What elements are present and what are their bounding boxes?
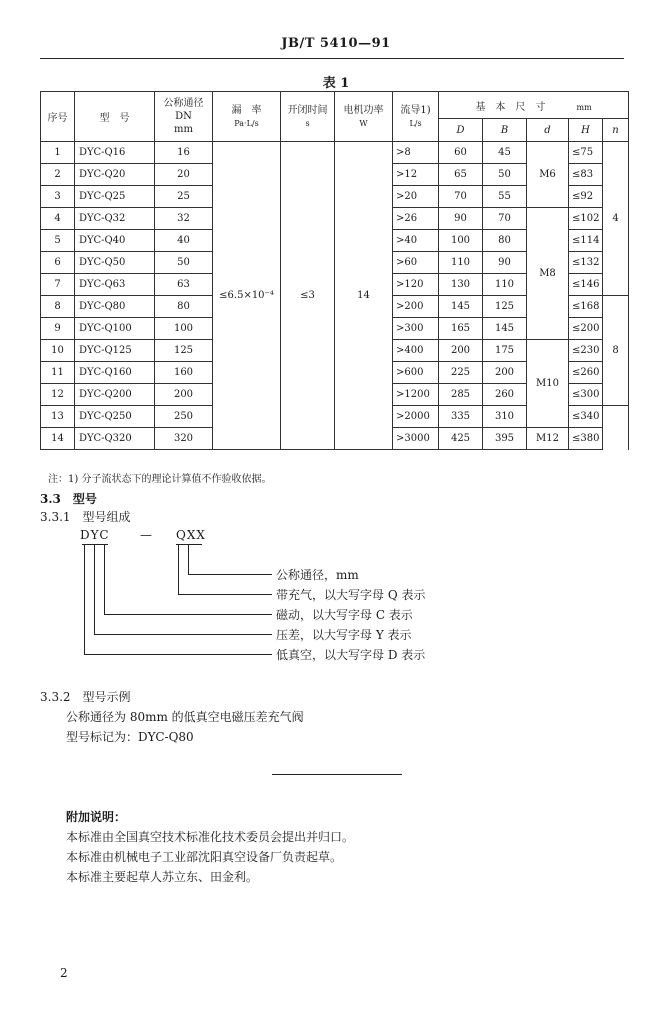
cell-dn: 40 — [155, 230, 213, 252]
section-heading-3-3: 3.3 型号 — [40, 492, 97, 506]
cell-model: DYC-Q40 — [75, 230, 155, 252]
cell-D: 100 — [439, 230, 483, 252]
cell-d: M8 — [527, 208, 569, 340]
cell-dn: 63 — [155, 274, 213, 296]
cell-H: ≤114 — [569, 230, 603, 252]
cell-H: ≤340 — [569, 406, 603, 428]
header-rule — [40, 58, 624, 59]
header-switch-time-label: 开闭时间 — [287, 104, 328, 116]
cell-seq: 4 — [41, 208, 75, 230]
cell-flow: >120 — [393, 274, 439, 296]
cell-B: 45 — [483, 142, 527, 164]
cell-model: DYC-Q20 — [75, 164, 155, 186]
header-basic-dims-unit: mm — [576, 102, 592, 112]
header-model: 型 号 — [75, 92, 155, 142]
cell-D: 130 — [439, 274, 483, 296]
cell-B: 310 — [483, 406, 527, 428]
cell-d: M6 — [527, 142, 569, 208]
header-leak-rate-label: 漏 率 — [231, 104, 262, 116]
label-low-vacuum: 低真空，以大写字母 D 表示 — [276, 648, 426, 662]
cell-H: ≤132 — [569, 252, 603, 274]
cell-flow: >60 — [393, 252, 439, 274]
example-line-2: 型号标记为：DYC-Q80 — [66, 730, 194, 744]
cell-B: 395 — [483, 428, 527, 450]
cell-H: ≤83 — [569, 164, 603, 186]
header-switch-time-unit: s — [305, 118, 310, 128]
cell-D: 225 — [439, 362, 483, 384]
cell-seq: 8 — [41, 296, 75, 318]
cell-dn: 250 — [155, 406, 213, 428]
cell-dn: 16 — [155, 142, 213, 164]
subsection-3-3-1: 3.3.1 型号组成 — [40, 510, 131, 524]
table-caption: 表 1 — [322, 76, 350, 91]
header-nominal-bore-symbol: DN — [175, 111, 192, 122]
cell-D: 425 — [439, 428, 483, 450]
cell-d: M12 — [527, 428, 569, 450]
cell-model: DYC-Q125 — [75, 340, 155, 362]
cell-H: ≤146 — [569, 274, 603, 296]
cell-B: 80 — [483, 230, 527, 252]
cell-leak-rate: ≤6.5×10⁻⁴ — [213, 142, 281, 450]
header-flow-label: 流导1) — [400, 104, 431, 116]
cell-d: M10 — [527, 340, 569, 428]
cell-model: DYC-Q16 — [75, 142, 155, 164]
label-gas-fill: 带充气，以大写字母 Q 表示 — [276, 588, 426, 602]
header-B: B — [483, 119, 527, 142]
header-leak-rate-unit: Pa·L/s — [234, 118, 259, 128]
cell-dn: 100 — [155, 318, 213, 340]
header-nominal-bore — [155, 92, 213, 142]
cell-seq: 2 — [41, 164, 75, 186]
cell-model: DYC-Q50 — [75, 252, 155, 274]
additional-line-3: 本标准主要起草人苏立东、田金利。 — [66, 870, 259, 884]
cell-model: DYC-Q80 — [75, 296, 155, 318]
cell-B: 145 — [483, 318, 527, 340]
code-dash: — — [140, 528, 152, 542]
cell-D: 165 — [439, 318, 483, 340]
header-motor-power — [335, 92, 393, 142]
table-row — [41, 142, 629, 164]
header-switch-time — [281, 92, 335, 142]
header-motor-power-label: 电机功率 — [343, 104, 384, 116]
cell-dn: 160 — [155, 362, 213, 384]
cell-dn: 80 — [155, 296, 213, 318]
bracket-h-vacuum — [84, 654, 272, 655]
cell-seq: 7 — [41, 274, 75, 296]
cell-B: 55 — [483, 186, 527, 208]
cell-flow: >8 — [393, 142, 439, 164]
cell-seq: 1 — [41, 142, 75, 164]
cell-H: ≤200 — [569, 318, 603, 340]
additional-line-2: 本标准由机械电子工业部沈阳真空设备厂负责起草。 — [66, 850, 343, 864]
cell-model: DYC-Q25 — [75, 186, 155, 208]
cell-seq: 10 — [41, 340, 75, 362]
cell-D: 145 — [439, 296, 483, 318]
cell-H: ≤300 — [569, 384, 603, 406]
cell-flow: >200 — [393, 296, 439, 318]
cell-flow: >26 — [393, 208, 439, 230]
closing-rule — [272, 774, 402, 775]
bracket-h-pressure — [94, 634, 272, 635]
cell-dn: 32 — [155, 208, 213, 230]
cell-seq: 9 — [41, 318, 75, 340]
header-flow-unit: L/s — [409, 118, 422, 128]
cell-D: 335 — [439, 406, 483, 428]
cell-motor-power: 14 — [335, 142, 393, 450]
cell-seq: 12 — [41, 384, 75, 406]
cell-model: DYC-Q320 — [75, 428, 155, 450]
label-magnetic: 磁动，以大写字母 C 表示 — [276, 608, 413, 622]
page-number: 2 — [60, 966, 68, 980]
bracket-h-magnet — [104, 614, 272, 615]
bracket-underline-qxx — [176, 544, 202, 545]
cell-H: ≤260 — [569, 362, 603, 384]
example-line-1: 公称通径为 80mm 的低真空电磁压差充气阀 — [66, 710, 304, 724]
header-basic-dims — [439, 92, 629, 119]
cell-B: 110 — [483, 274, 527, 296]
header-motor-power-unit: W — [359, 118, 368, 128]
cell-model: DYC-Q63 — [75, 274, 155, 296]
cell-B: 70 — [483, 208, 527, 230]
label-nominal-bore: 公称通径，mm — [276, 568, 359, 582]
cell-seq: 14 — [41, 428, 75, 450]
cell-seq: 11 — [41, 362, 75, 384]
bracket-v-magnet — [104, 545, 105, 614]
cell-seq: 6 — [41, 252, 75, 274]
header-H: H — [569, 119, 603, 142]
header-nominal-bore-label: 公称通径 — [163, 98, 204, 109]
cell-dn: 20 — [155, 164, 213, 186]
bracket-v-pressure — [94, 545, 95, 634]
cell-model: DYC-Q160 — [75, 362, 155, 384]
cell-B: 175 — [483, 340, 527, 362]
spec-table — [40, 91, 629, 450]
code-right: QXX — [176, 528, 206, 542]
cell-model: DYC-Q32 — [75, 208, 155, 230]
cell-flow: >400 — [393, 340, 439, 362]
header-flow — [393, 92, 439, 142]
cell-H: ≤75 — [569, 142, 603, 164]
cell-D: 65 — [439, 164, 483, 186]
cell-dn: 125 — [155, 340, 213, 362]
cell-switch-time: ≤3 — [281, 142, 335, 450]
cell-model: DYC-Q250 — [75, 406, 155, 428]
bracket-v-bore — [188, 545, 189, 574]
cell-B: 200 — [483, 362, 527, 384]
cell-H: ≤92 — [569, 186, 603, 208]
additional-title: 附加说明： — [66, 810, 127, 824]
code-left: DYC — [80, 528, 110, 542]
cell-flow: >3000 — [393, 428, 439, 450]
header-seq: 序号 — [41, 92, 75, 142]
cell-model: DYC-Q200 — [75, 384, 155, 406]
cell-B: 260 — [483, 384, 527, 406]
bracket-h-fill — [178, 594, 272, 595]
cell-model: DYC-Q100 — [75, 318, 155, 340]
additional-line-1: 本标准由全国真空技术标准化技术委员会提出并归口。 — [66, 830, 355, 844]
cell-D: 110 — [439, 252, 483, 274]
cell-B: 90 — [483, 252, 527, 274]
header-leak-rate — [213, 92, 281, 142]
cell-D: 200 — [439, 340, 483, 362]
header-n: n — [603, 119, 629, 142]
cell-seq: 3 — [41, 186, 75, 208]
cell-flow: >300 — [393, 318, 439, 340]
cell-H: ≤380 — [569, 428, 603, 450]
subsection-3-3-2: 3.3.2 型号示例 — [40, 690, 131, 704]
bracket-h-bore — [188, 574, 272, 575]
cell-D: 60 — [439, 142, 483, 164]
cell-D: 70 — [439, 186, 483, 208]
bracket-v-vacuum — [84, 545, 85, 654]
header-D: D — [439, 119, 483, 142]
cell-dn: 25 — [155, 186, 213, 208]
cell-flow: >20 — [393, 186, 439, 208]
bracket-v-fill — [178, 545, 179, 594]
standard-code: JB/T 5410—91 — [281, 36, 391, 51]
cell-flow: >1200 — [393, 384, 439, 406]
cell-D: 90 — [439, 208, 483, 230]
cell-dn: 200 — [155, 384, 213, 406]
header-nominal-bore-unit: mm — [174, 124, 193, 135]
cell-H: ≤168 — [569, 296, 603, 318]
table-note: 注：1) 分子流状态下的理论计算值不作验收依据。 — [48, 474, 272, 485]
cell-flow: >40 — [393, 230, 439, 252]
cell-flow: >12 — [393, 164, 439, 186]
cell-seq: 13 — [41, 406, 75, 428]
cell-flow: >600 — [393, 362, 439, 384]
cell-dn: 50 — [155, 252, 213, 274]
cell-H: ≤102 — [569, 208, 603, 230]
cell-flow: >2000 — [393, 406, 439, 428]
cell-B: 50 — [483, 164, 527, 186]
cell-dn: 320 — [155, 428, 213, 450]
cell-B: 125 — [483, 296, 527, 318]
cell-n: 8 — [603, 296, 629, 406]
cell-seq: 5 — [41, 230, 75, 252]
label-pressure-diff: 压差，以大写字母 Y 表示 — [276, 628, 412, 642]
header-d: d — [527, 119, 569, 142]
header-basic-dims-label: 基 本 尺 寸 — [475, 101, 546, 113]
cell-D: 285 — [439, 384, 483, 406]
cell-H: ≤230 — [569, 340, 603, 362]
cell-n: 4 — [603, 142, 629, 296]
